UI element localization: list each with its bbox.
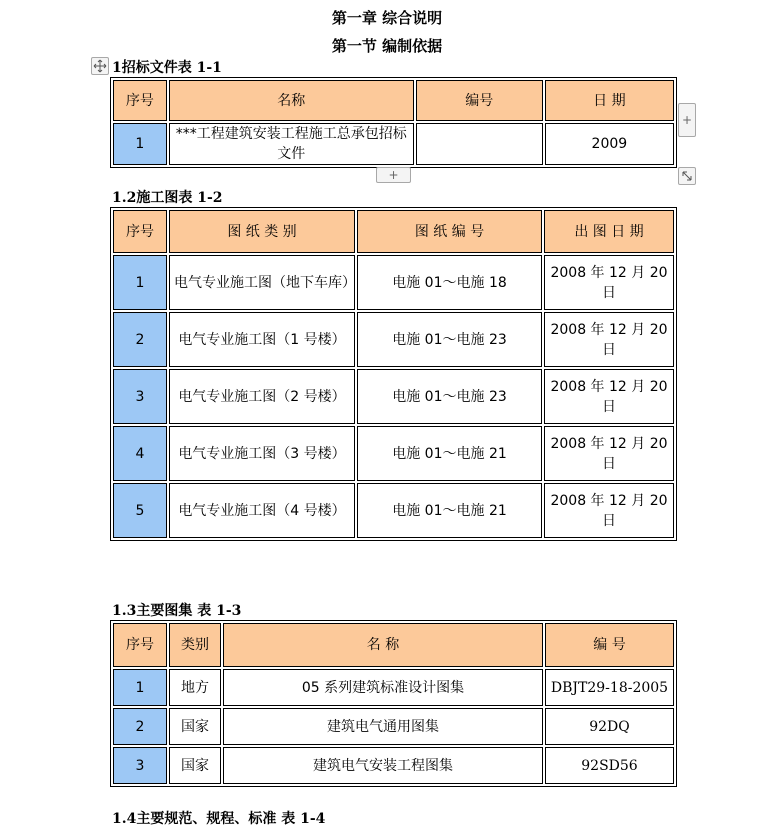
row-index: 1 [113,123,167,165]
table-row [113,708,674,745]
chapter-title: 第一章 综合说明 [331,9,443,27]
table-1-2 [110,207,677,541]
header-cell: 图 纸 类 别 [169,210,355,253]
drawing-code-cell: 电施 01～电施 21 [357,426,542,481]
row-index: 3 [113,747,167,784]
drawing-category-cell: 电气专业施工图（2 号楼） [169,369,355,424]
row-index: 5 [113,483,167,538]
drawing-code-cell: 电施 01～电施 18 [357,255,542,310]
row-index: 1 [113,669,167,706]
table-row [113,312,674,367]
table-row [113,483,674,538]
atlas-code-cell: DBJT29-18-2005 [545,669,674,706]
move-icon[interactable] [91,57,109,75]
s2-heading: 1.2施工图表 1-2 [112,190,223,206]
drawing-category-cell: 电气专业施工图（1 号楼） [169,312,355,367]
table-row [113,747,674,784]
table-row [113,369,674,424]
row-index: 2 [113,312,167,367]
table-row [113,123,674,165]
s1-heading: 1招标文件表 1-1 [112,60,222,76]
header-cell: 图 纸 编 号 [357,210,542,253]
table-row [113,426,674,481]
s4-heading: 1.4主要规范、规程、标准 表 1-4 [112,811,326,827]
s3-heading: 1.3主要图集 表 1-3 [112,603,242,619]
header-cell: 序号 [113,210,167,253]
row-index: 3 [113,369,167,424]
add-column-button[interactable]: + [678,103,696,137]
header-cell: 类别 [169,623,221,667]
row-index: 2 [113,708,167,745]
doc-date-cell: 2009 [545,123,674,165]
atlas-name-cell: 建筑电气安装工程图集 [223,747,543,784]
drawing-date-cell: 2008 年 12 月 20 日 [544,483,674,538]
drawing-date-cell: 2008 年 12 月 20 日 [544,426,674,481]
atlas-name-cell: 建筑电气通用图集 [223,708,543,745]
section-title: 第一节 编制依据 [331,37,443,55]
drawing-category-cell: 电气专业施工图（4 号楼） [169,483,355,538]
header-cell: 编号 [416,80,543,121]
drawing-code-cell: 电施 01～电施 23 [357,369,542,424]
table-1-1 [110,77,677,168]
doc-code-cell [416,123,543,165]
header-cell: 日 期 [545,80,674,121]
header-cell: 名 称 [223,623,543,667]
table-row [113,255,674,310]
table-1-3 [110,620,677,787]
header-cell: 序号 [113,623,167,667]
atlas-category-cell: 国家 [169,708,221,745]
drawing-date-cell: 2008 年 12 月 20 日 [544,369,674,424]
add-row-button[interactable]: + [376,167,411,183]
atlas-code-cell: 92SD56 [545,747,674,784]
header-cell: 序号 [113,80,167,121]
row-index: 4 [113,426,167,481]
drawing-category-cell: 电气专业施工图（3 号楼） [169,426,355,481]
atlas-code-cell: 92DQ [545,708,674,745]
header-cell: 编 号 [545,623,674,667]
header-cell: 名称 [169,80,414,121]
drawing-date-cell: 2008 年 12 月 20 日 [544,312,674,367]
drawing-code-cell: 电施 01～电施 21 [357,483,542,538]
row-index: 1 [113,255,167,310]
resize-icon[interactable] [678,167,696,185]
drawing-category-cell: 电气专业施工图（地下车库） [169,255,355,310]
table-row [113,669,674,706]
atlas-category-cell: 国家 [169,747,221,784]
header-cell: 出 图 日 期 [544,210,674,253]
drawing-code-cell: 电施 01～电施 23 [357,312,542,367]
drawing-date-cell: 2008 年 12 月 20 日 [544,255,674,310]
doc-name-cell: ***工程建筑安装工程施工总承包招标文件 [169,123,414,165]
atlas-name-cell: 05 系列建筑标准设计图集 [223,669,543,706]
atlas-category-cell: 地方 [169,669,221,706]
